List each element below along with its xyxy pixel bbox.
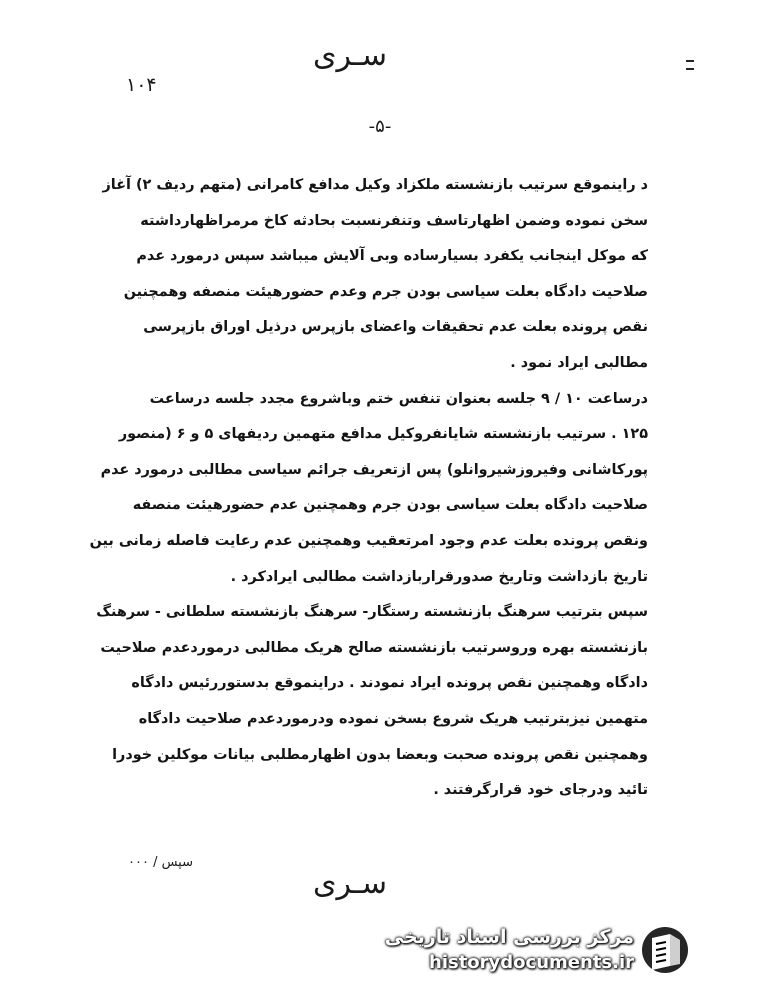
report-body [89,168,648,809]
text-line: درساعت ۱۰ / ۹ جلسه بعنوان تنفس ختم وباشروع مجدد جلسه درساعت [149,390,648,407]
text-line: وهمچنین نقص پرونده صحبت وبعضا بدون اظهارمطلبی بیانات موکلین خودرا [112,746,648,763]
text-line: تائید ودرجای خود قرارگرفتند . [433,782,648,799]
text-line: مطالبی ایراد نمود . [510,354,648,371]
text-line: ۱۲۵ . سرتیب بازنشسته شایانفروکیل مدافع متهمین ردیفهای ۵ و ۶ (منصور [118,426,648,443]
text-line: صلاحیت دادگاه بعلت سیاسی بودن جرم وهمچنین عدم حضورهیئت منصفه [132,497,648,514]
text-line: سپس بترتیب سرهنگ بازنشسته رستگار- سرهنگ بازنشسته سلطانی - سرهنگ [96,604,648,621]
text-line: بازنشسته بهره وروسرتیب بازنشسته صالح هریک مطالبی درموردعدم صلاحیت [100,639,648,656]
page-number: ۱۰۴ [126,74,157,96]
watermark [384,920,694,982]
text-line: پورکاشانی وفیروزشیروانلو) پس ازتعریف جرائم سیاسی مطالبی درمورد عدم [100,461,648,478]
text-line: نقص پرونده بعلت عدم تحقیقات واعضای بازپرس درذیل اوراق بازپرسی [143,319,648,336]
text-line: متهمین نیزبترتیب هریک شروع بسخن نموده ودرموردعدم صلاحیت دادگاه [138,710,648,727]
text-line: که موکل اینجانب یکفرد بسیارساده وبی آلایش میباشد سپس درمورد عدم [136,248,648,265]
text-line: د راینموقع سرتیب بازنشسته ملکزاد وکیل مدافع کامرانی (متهم ردیف ۲) آغاز [102,177,648,193]
page-marker: -۵- [368,116,392,137]
text-line: صلاحیت دادگاه بعلت سیاسی بودن جرم وعدم حضورهیئت منصفه وهمچنین [123,283,648,300]
archive-logo-icon [640,922,690,978]
text-line: تاریخ بازداشت وتاریخ صدورقراربازداشت مطالبی ایرادکرد . [230,568,648,585]
continuation-note: سپس / ۰۰۰ [128,855,193,870]
watermark-title: مرکز بررسی اسناد تاریخی [384,926,634,948]
classification-header: سـری [313,38,387,73]
watermark-url: historydocuments.ir [429,952,634,973]
text-line: ونقص پرونده بعلت عدم وجود امرتعقیب وهمچنین عدم رعایت فاصله زمانی بین [89,532,648,549]
text-line: سخن نموده وضمن اظهارتاسف وتنفرنسبت بحادثه کاخ مرمراظهارداشته [140,212,648,229]
text-line: دادگاه وهمچنین نقص پرونده ایراد نمودند . دراینموقع بدستوررئیس دادگاه [131,675,648,692]
classification-footer: سـری [313,866,387,901]
